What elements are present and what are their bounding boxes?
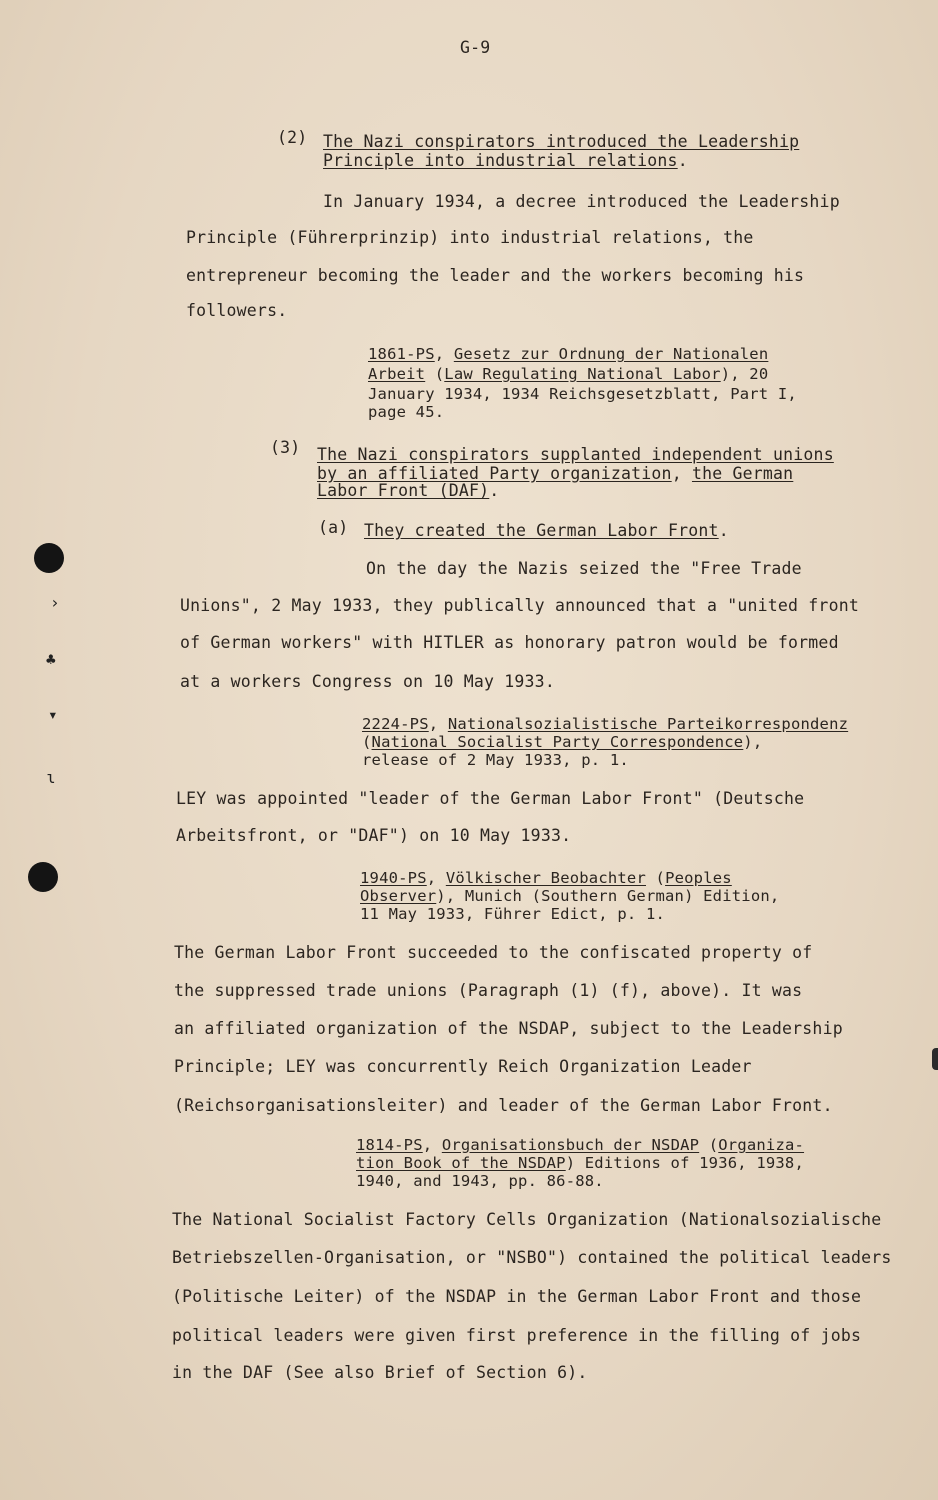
- paragraph-line: Unions", 2 May 1933, they publically announced that a "united front: [180, 596, 859, 615]
- paragraph-line: in the DAF (See also Brief of Section 6).: [172, 1363, 588, 1382]
- binder-hole-top: [34, 543, 64, 573]
- stray-mark-3: ▾: [48, 705, 58, 724]
- section-2-heading-text2: Principle into industrial relations: [323, 151, 678, 170]
- citation-rest: ), 20: [720, 365, 769, 383]
- paragraph-line: Betriebszellen-Organisation, or "NSBO") contained the political leaders: [172, 1248, 892, 1267]
- citation-1814-line2: [356, 1155, 804, 1172]
- citation-sep: ,: [426, 869, 446, 887]
- citation-sep: ,: [428, 715, 448, 733]
- paragraph-line: In January 1934, a decree introduced the Leadership: [323, 192, 840, 211]
- subsection-a-heading-text: They created the German Labor Front: [364, 521, 719, 540]
- page-number: G-9: [460, 38, 491, 57]
- subsection-a-heading: [364, 521, 729, 540]
- citation-paren: (: [425, 365, 445, 383]
- citation-2224-line3: release of 2 May 1933, p. 1.: [362, 751, 629, 769]
- citation-title: Gesetz zur Ordnung der Nationalen: [453, 345, 769, 363]
- citation-translation: National Socialist Party Correspondence: [371, 733, 744, 751]
- citation-rest: ) Editions of 1936, 1938,: [565, 1154, 804, 1172]
- citation-paren: (: [645, 869, 666, 887]
- citation-title-cont: Arbeit: [368, 365, 426, 383]
- citation-2224-line2: [362, 734, 762, 751]
- section-3-heading-line3: [317, 481, 499, 500]
- section-2-heading-line1: [323, 132, 799, 151]
- paragraph-line: of German workers" with HITLER as honorary patron would be formed: [180, 633, 839, 652]
- citation-title: Organisationsbuch der NSDAP: [441, 1136, 700, 1154]
- page-edge-mark: [932, 1048, 938, 1070]
- section-3-heading-text1: The Nazi conspirators supplanted independent unions: [317, 445, 834, 464]
- citation-translation: Peoples: [665, 869, 732, 887]
- paragraph-line: Principle (Führerprinzip) into industrial relations, the: [186, 228, 754, 247]
- citation-sep: ,: [434, 345, 454, 363]
- citation-ref: 2224-PS: [362, 715, 429, 733]
- paragraph-line: The German Labor Front succeeded to the confiscated property of: [174, 943, 813, 962]
- citation-ref: 1814-PS: [356, 1136, 423, 1154]
- citation-translation-cont: Observer: [360, 887, 437, 905]
- citation-translation: Organiza-: [718, 1136, 805, 1154]
- citation-title: Nationalsozialistische Parteikorrespondenz: [447, 715, 849, 733]
- stray-mark-2: ♣: [46, 650, 56, 669]
- citation-sep: ,: [422, 1136, 442, 1154]
- subsection-a-heading-end: .: [718, 521, 729, 540]
- citation-ref: 1940-PS: [360, 869, 427, 887]
- citation-1861-line1: [368, 346, 768, 363]
- binder-hole-bottom: [28, 862, 58, 892]
- paragraph-line: LEY was appointed "leader of the German Labor Front" (Deutsche: [176, 789, 805, 808]
- citation-translation-cont: tion Book of the NSDAP: [356, 1154, 566, 1172]
- paragraph-line: an affiliated organization of the NSDAP, subject to the Leadership: [174, 1019, 843, 1038]
- citation-1814-line1: [356, 1137, 804, 1154]
- citation-rest: ),: [743, 733, 763, 751]
- citation-ref: 1861-PS: [368, 345, 435, 363]
- section-2-heading-line2: [323, 151, 688, 170]
- citation-2224-line1: [362, 716, 848, 733]
- citation-rest: ), Munich (Southern German) Edition,: [436, 887, 780, 905]
- section-3-number: (3): [270, 438, 301, 457]
- subsection-a-number: (a): [318, 518, 349, 537]
- citation-1861-line2: [368, 366, 768, 383]
- section-3-heading-text2c: the German: [691, 464, 794, 483]
- paragraph-line: entrepreneur becoming the leader and the workers becoming his: [186, 266, 805, 285]
- paragraph-line: (Politische Leiter) of the NSDAP in the German Labor Front and those: [172, 1287, 862, 1306]
- section-3-heading-end: .: [489, 481, 500, 500]
- paragraph-line: followers.: [186, 301, 288, 320]
- stray-mark-1: ›: [50, 593, 60, 612]
- paragraph-line: The National Socialist Factory Cells Organization (Nationalsozialische: [172, 1210, 882, 1229]
- citation-1861-line4: page 45.: [368, 403, 445, 421]
- section-2-heading-end: .: [677, 151, 688, 170]
- paragraph-line: (Reichsorganisationsleiter) and leader of the German Labor Front.: [174, 1096, 833, 1115]
- citation-1940-line3: 11 May 1933, Führer Edict, p. 1.: [360, 905, 666, 923]
- section-2-heading-text1: The Nazi conspirators introduced the Leadership: [323, 132, 800, 151]
- paragraph-line: at a workers Congress on 10 May 1933.: [180, 672, 555, 691]
- citation-translation: Law Regulating National Labor: [444, 365, 721, 383]
- citation-paren: (: [362, 733, 372, 751]
- citation-title: Völkischer Beobachter: [445, 869, 646, 887]
- paragraph-line: On the day the Nazis seized the "Free Trade: [366, 559, 802, 578]
- section-3-heading-text3: Labor Front (DAF): [317, 481, 490, 500]
- paragraph-line: Arbeitsfront, or "DAF") on 10 May 1933.: [176, 826, 572, 845]
- citation-1814-line3: 1940, and 1943, pp. 86-88.: [356, 1172, 604, 1190]
- section-2-number: (2): [277, 128, 308, 147]
- stray-mark-4: ɩ: [46, 768, 56, 787]
- citation-1940-line2: [360, 888, 779, 905]
- section-3-heading-sep: ,: [671, 464, 692, 483]
- citation-1940-line1: [360, 870, 732, 887]
- citation-paren: (: [699, 1136, 719, 1154]
- paragraph-line: political leaders were given first preference in the filling of jobs: [172, 1326, 862, 1345]
- paragraph-line: Principle; LEY was concurrently Reich Organization Leader: [174, 1057, 752, 1076]
- paragraph-line: the suppressed trade unions (Paragraph (1) (f), above). It was: [174, 981, 803, 1000]
- citation-1861-line3: January 1934, 1934 Reichsgesetzblatt, Part I,: [368, 385, 797, 403]
- section-3-heading-text2a: by an affiliated Party organization: [317, 464, 672, 483]
- section-3-heading-line1: [317, 445, 834, 464]
